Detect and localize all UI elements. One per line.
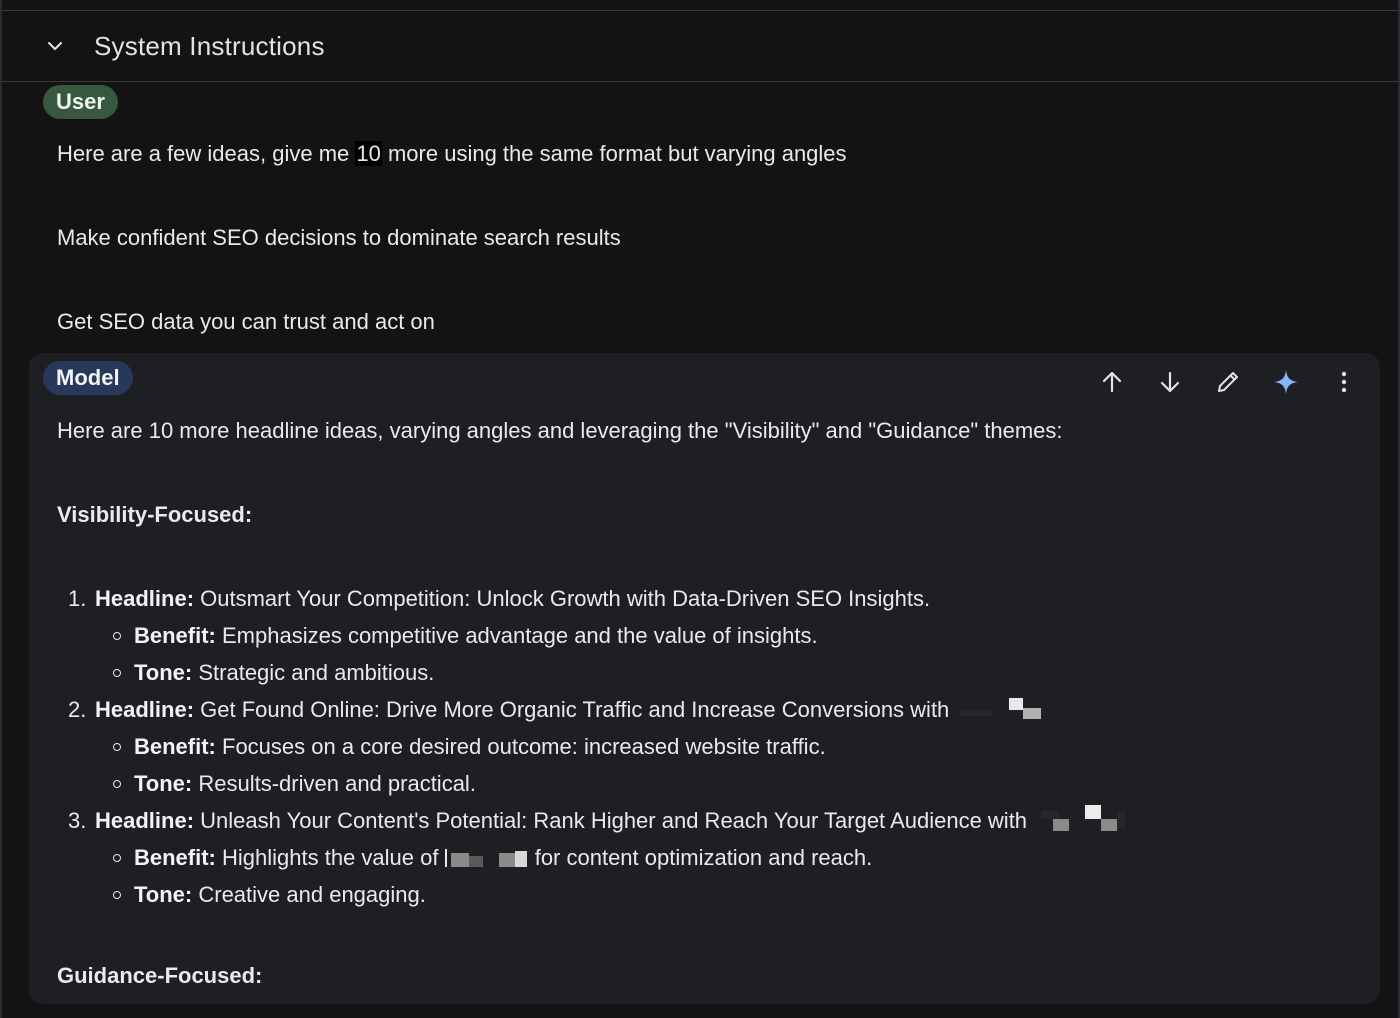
pencil-icon[interactable] (1212, 366, 1244, 398)
tone-label: Tone: (134, 771, 193, 796)
tone-text: Strategic and ambitious. (192, 660, 435, 685)
list-item (68, 580, 1128, 617)
arrow-up-icon[interactable] (1096, 366, 1128, 398)
user-message-line: Get SEO data you can trust and act on (57, 309, 435, 334)
sub-item (68, 728, 1128, 765)
chevron-down-icon[interactable] (46, 37, 64, 55)
sub-item (68, 876, 1128, 913)
benefit-label: Benefit: (134, 845, 216, 870)
tone-label: Tone: (134, 660, 193, 685)
sub-item (68, 839, 1128, 876)
benefit-text: Emphasizes competitive advantage and the value of insights. (215, 623, 818, 648)
sparkle-icon[interactable] (1270, 366, 1302, 398)
redacted-brand (955, 696, 1045, 726)
headline-text: Outsmart Your Competition: Unlock Growth with Data-Driven SEO Insights. (194, 586, 931, 611)
headline-label: Headline: (95, 697, 195, 722)
headline-label: Headline: (95, 586, 195, 611)
item-number: 3. (68, 808, 87, 833)
system-instructions-bar[interactable] (2, 11, 1398, 82)
benefit-label: Benefit: (134, 623, 216, 648)
list-item (68, 691, 1128, 728)
redacted-brand (445, 847, 529, 871)
sub-item (68, 617, 1128, 654)
headline-label: Headline: (95, 808, 195, 833)
list-item (68, 802, 1128, 839)
user-role-badge: User (43, 85, 118, 119)
sub-item (68, 654, 1128, 691)
section-heading: Guidance-Focused: (57, 963, 263, 988)
model-intro: Here are 10 more headline ideas, varying angles and leveraging the "Visibility" and "Guidance" themes: (57, 418, 1063, 443)
section-heading: Visibility-Focused: (57, 502, 253, 527)
item-number: 1. (68, 586, 87, 611)
benefit-text: Focuses on a core desired outcome: increased website traffic. (215, 734, 826, 759)
sub-item (68, 765, 1128, 802)
highlighted-number: 10 (356, 141, 381, 166)
user-message-line: Make confident SEO decisions to dominate search results (57, 225, 621, 250)
headline-text: Unleash Your Content's Potential: Rank Higher and Reach Your Target Audience with (194, 808, 1028, 833)
model-role-badge: Model (43, 361, 133, 395)
system-instructions-title[interactable]: System Instructions (94, 31, 325, 61)
more-vert-icon[interactable] (1328, 366, 1360, 398)
benefit-text-post: for content optimization and reach. (528, 845, 873, 870)
tone-text: Creative and engaging. (192, 882, 426, 907)
headline-text: Get Found Online: Drive More Organic Traffic and Increase Conversions with (194, 697, 950, 722)
message-actions (1096, 366, 1360, 398)
tone-label: Tone: (134, 882, 193, 907)
user-text-pre: Here are a few ideas, give me (57, 141, 356, 166)
arrow-down-icon[interactable] (1154, 366, 1186, 398)
tone-text: Results-driven and practical. (192, 771, 476, 796)
user-text-post: more using the same format but varying angles (381, 141, 847, 166)
redacted-brand (1033, 805, 1128, 839)
benefit-text-pre: Highlights the value of (215, 845, 445, 870)
user-message-line (57, 141, 847, 167)
item-number: 2. (68, 697, 87, 722)
headline-list (68, 580, 1128, 913)
benefit-label: Benefit: (134, 734, 216, 759)
